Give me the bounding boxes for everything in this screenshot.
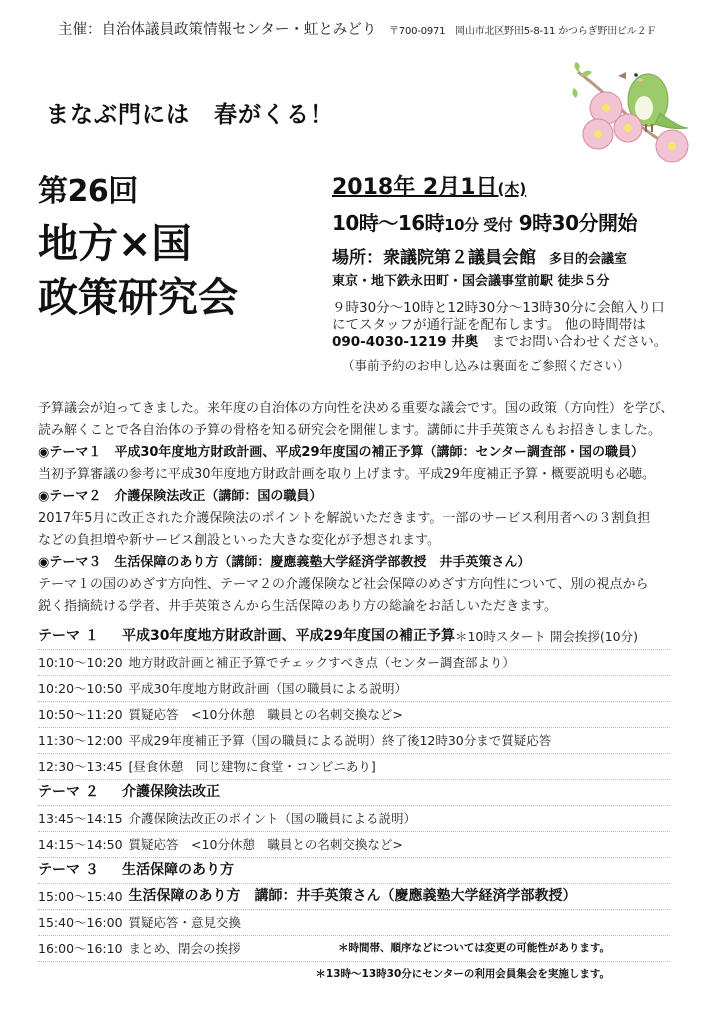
note-tail: までお問い合わせください。: [478, 334, 668, 350]
schedule-row: [38, 754, 670, 780]
contact-phone: 090-4030-1219 井奥: [332, 334, 479, 350]
reserve-note: （事前予約のお申し込みは裏面をご参照ください）: [342, 358, 630, 373]
section-label: テーマ ３: [38, 862, 99, 878]
theme-body: 当初予算審議の参考に平成30年度地方財政計画を取り上げます。平成29年度補正予算・概要説明も必聴。: [38, 467, 656, 482]
theme-body: 2017年5月に改正された介護保険法のポイントを解説いただきます。一部のサービス利用者への３割負担: [38, 511, 651, 526]
schedule-row: [38, 884, 670, 910]
section-label: テーマ ２: [38, 784, 99, 800]
row-time: 16:00〜16:10: [38, 941, 123, 956]
row-desc: 介護保険法改正のポイント（国の職員による説明）: [128, 811, 417, 826]
schedule-section-header: [38, 780, 670, 806]
section-title: 平成30年度地方財政計画、平成29年度国の補正予算: [122, 628, 455, 644]
catchphrase: まなぶ門には 春がくる！: [46, 102, 334, 128]
page-title-line1: 地方×国: [38, 221, 192, 267]
row-time: 13:45〜14:15: [38, 811, 123, 826]
date-main: 2018年 2月1日: [332, 175, 498, 200]
row-time: 11:30〜12:00: [38, 733, 123, 748]
row-time: 15:40〜16:00: [38, 915, 123, 930]
intro-line: 読み解くことで各自治体の予算の骨格を知る研究会を開催します。講師に井手英策さんもお招きしました。: [38, 423, 661, 438]
section-title: 生活保障のあり方: [122, 862, 234, 878]
section-label: テーマ １: [38, 628, 99, 644]
event-access: 東京・地下鉄永田町・国会議事堂前駅 徒歩５分: [332, 274, 610, 289]
row-desc: [昼食休憩 同じ建物に食堂・コンビニあり]: [128, 759, 376, 774]
schedule-row: [38, 728, 670, 754]
schedule-footnote-row: [38, 962, 670, 987]
row-time: 10:50〜11:20: [38, 707, 123, 722]
theme-heading: ◉テーマ１ 平成30年度地方財政計画、平成29年度国の補正予算（講師：センター調査部・国の職員）: [38, 445, 645, 460]
session-number: 第26回: [38, 174, 138, 209]
time-open: 9時30分開始: [512, 211, 637, 235]
row-desc: 平成30年度地方財政計画（国の職員による説明）: [128, 681, 407, 696]
footnote: ＊13時〜13時30分にセンターの利用会員集会を実施します。: [315, 968, 610, 980]
intro-section: [38, 398, 708, 618]
note-line: [332, 334, 667, 351]
schedule-row: [38, 936, 670, 962]
row-time: 10:20〜10:50: [38, 681, 123, 696]
place-room: 多目的会議室: [536, 252, 628, 267]
row-time: 15:00〜15:40: [38, 889, 123, 904]
row-desc: 質疑応答・意見交換: [128, 915, 242, 930]
page-title-line2: 政策研究会: [38, 275, 238, 321]
row-desc: 平成29年度補正予算（国の職員による説明）終了後12時30分まで質疑応答: [128, 733, 552, 748]
theme-body: などの負担増や新サービス創設といった大きな変化が予想されます。: [38, 533, 440, 548]
schedule-row: [38, 806, 670, 832]
event-place: [332, 243, 627, 268]
schedule-section-header: [38, 624, 670, 650]
row-desc: 質疑応答 <10分休憩 職員との名刺交換など>: [128, 707, 403, 722]
bird-on-cherry-blossom-icon: [560, 58, 700, 168]
theme-body: 鋭く指摘続ける学者、井手英策さんから生活保障のあり方の総論をお話しいただきます。: [38, 599, 557, 614]
theme-heading: ◉テーマ２ 介護保険法改正（講師：国の職員）: [38, 489, 323, 504]
time-main: 10時〜16時: [332, 211, 445, 235]
row-desc: 生活保障のあり方 講師：井手英策さん（慶應義塾大学経済学部教授）: [128, 888, 577, 904]
row-time: 12:30〜13:45: [38, 759, 123, 774]
schedule-row: [38, 650, 670, 676]
row-time: 14:15〜14:50: [38, 837, 123, 852]
schedule-row: [38, 832, 670, 858]
schedule-row: [38, 702, 670, 728]
section-note: ＊10時スタート 開会挨拶(10分): [454, 629, 639, 644]
schedule-section-header: [38, 858, 670, 884]
address: 〒700-0971 岡山市北区野田5-8-11 かつらぎ野田ビル２Ｆ: [389, 26, 657, 37]
time-tail: 10分 受付: [444, 216, 513, 234]
schedule-row: [38, 910, 670, 936]
event-time: [332, 207, 637, 236]
note-line: にてスタッフが通行証を配布します。 他の時間帯は: [332, 317, 646, 333]
row-desc: まとめ、閉会の挨拶: [128, 941, 241, 956]
intro-line: 予算議会が迫ってきました。来年度の自治体の方向性を決める重要な議会です。国の政策（方向性）を学び、: [38, 401, 674, 416]
schedule-row: [38, 676, 670, 702]
theme-heading: ◉テーマ３ 生活保障のあり方（講師：慶應義塾大学経済学部教授 井手英策さん）: [38, 555, 531, 570]
row-time: 10:10〜10:20: [38, 655, 123, 670]
place-main: 場所：衆議院第２議員会館: [332, 248, 536, 268]
event-date: [332, 170, 526, 201]
pass-note: [332, 300, 667, 351]
change-notice: ＊時間帯、順序などについては変更の可能性があります。: [338, 942, 610, 954]
schedule-table: [38, 624, 670, 987]
organizer: 主催：自治体議員政策情報センター・虹とみどり: [58, 22, 377, 38]
row-desc: 質疑応答 <10分休憩 職員との名刺交換など>: [128, 837, 403, 852]
row-desc: 地方財政計画と補正予算でチェックすべき点（センター調査部より）: [128, 655, 515, 670]
section-title: 介護保険法改正: [122, 784, 220, 800]
note-line: ９時30分〜10時と12時30分〜13時30分に会館入り口: [332, 300, 665, 316]
date-weekday: (木): [497, 180, 527, 198]
theme-body: テーマ１の国のめざす方向性、テーマ２の介護保険など社会保障のめざす方向性について、別の視点から: [38, 577, 649, 592]
